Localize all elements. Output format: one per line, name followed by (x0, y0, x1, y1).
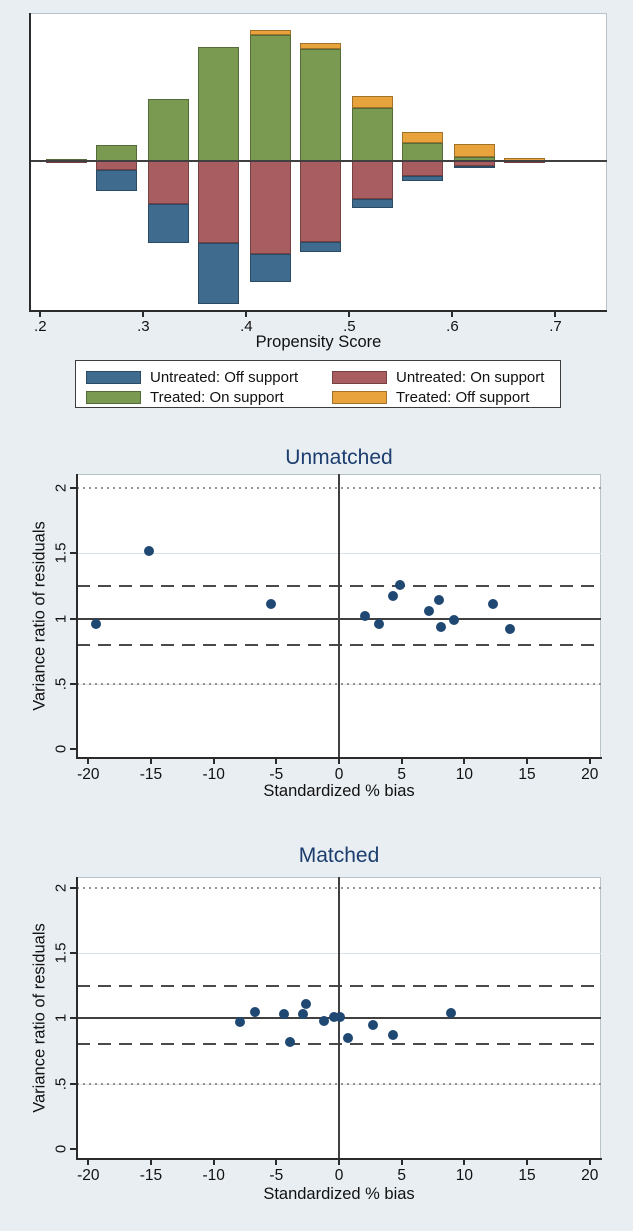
legend-item-treated-on-support (86, 387, 332, 407)
scatter-point (424, 606, 434, 616)
y-tick-label: 0 (52, 745, 70, 754)
scatter-point (343, 1033, 353, 1043)
matched-x-axis-line (76, 1158, 602, 1160)
bar-treated-off-support (250, 30, 291, 35)
histogram-x-tick (451, 312, 453, 317)
legend-item-untreated-on-support (332, 367, 560, 387)
scatter-point (266, 599, 276, 609)
bar-treated-off-support (352, 96, 393, 108)
bar-untreated-off-support (454, 166, 495, 168)
matched-x-axis-label: Standardized % bias (263, 1185, 415, 1203)
x-tick-label: 20 (581, 1167, 599, 1184)
bar-untreated-on-support (148, 161, 189, 204)
bar-untreated-off-support (198, 243, 239, 304)
histogram-baseline (30, 160, 607, 162)
histogram-x-tick (39, 312, 41, 317)
scatter-point (91, 619, 101, 629)
x-tick-label: 20 (581, 766, 599, 783)
scatter-point (335, 1012, 345, 1022)
unmatched-x-axis-line (76, 757, 602, 759)
x-tick-label: -15 (139, 766, 163, 783)
bar-treated-off-support (402, 132, 443, 143)
bar-treated-on-support (250, 35, 291, 161)
histogram-legend (75, 360, 561, 408)
x-tick-label: 0 (334, 766, 344, 783)
x-tick-label: 15 (518, 766, 536, 783)
bar-untreated-off-support (300, 242, 341, 252)
legend-label: Treated: Off support (396, 388, 530, 406)
x-tick-label: 0 (334, 1167, 344, 1184)
bar-treated-on-support (148, 99, 189, 161)
histogram-x-tick-label: .4 (240, 318, 253, 335)
scatter-point (395, 580, 405, 590)
legend-swatch-treated-off-support (332, 391, 387, 404)
bar-untreated-off-support (96, 170, 137, 191)
histogram-x-axis-line (29, 310, 607, 312)
scatter-point (388, 1030, 398, 1040)
bar-treated-on-support (402, 143, 443, 161)
histogram-x-tick-label: .2 (34, 318, 47, 335)
scatter-point (488, 599, 498, 609)
histogram-x-tick (554, 312, 556, 317)
histogram-x-tick-label: .7 (549, 318, 562, 335)
legend-item-treated-off-support (332, 387, 560, 407)
scatter-point (319, 1016, 329, 1026)
y-tick-label: 2 (52, 883, 70, 892)
scatter-point (388, 591, 398, 601)
reference-line-vertical (338, 474, 340, 758)
legend-swatch-untreated-off-support (86, 371, 141, 384)
scatter-point (505, 624, 515, 634)
legend-swatch-treated-on-support (86, 391, 141, 404)
unmatched-plot-title: Unmatched (285, 446, 393, 469)
x-tick-label: -20 (77, 766, 100, 783)
y-tick-label: .5 (52, 677, 70, 691)
bar-treated-off-support (454, 144, 495, 157)
histogram-x-tick-label: .5 (343, 318, 356, 335)
legend-label: Untreated: Off support (150, 368, 299, 386)
y-tick-label: 1.5 (52, 542, 70, 564)
histogram-x-tick (142, 312, 144, 317)
bar-treated-off-support (300, 43, 341, 49)
matched-y-axis-label: Variance ratio of residuals (30, 923, 49, 1113)
matched-y-axis-line (76, 877, 78, 1159)
legend-swatch-untreated-on-support (332, 371, 387, 384)
y-tick-label: .5 (52, 1077, 70, 1090)
bar-treated-on-support (300, 49, 341, 161)
bar-untreated-on-support (402, 161, 443, 176)
histogram-x-tick-label: .3 (137, 318, 150, 335)
scatter-point (279, 1009, 289, 1019)
x-tick-label: -20 (77, 1167, 100, 1184)
bar-untreated-on-support (96, 161, 137, 170)
histogram-y-axis-line (29, 13, 31, 312)
x-tick-label: -5 (269, 1167, 284, 1184)
y-tick-label: 1 (52, 1014, 70, 1023)
matched-plot-title: Matched (298, 844, 380, 867)
unmatched-x-axis-label: Standardized % bias (263, 782, 415, 800)
bar-untreated-on-support (250, 161, 291, 254)
bar-untreated-off-support (148, 204, 189, 243)
histogram-x-axis-label: Propensity Score (255, 333, 382, 351)
scatter-point (144, 546, 154, 556)
scatter-point (235, 1017, 245, 1027)
bar-untreated-off-support (250, 254, 291, 282)
scatter-point (446, 1008, 456, 1018)
x-tick-label: 10 (455, 766, 473, 783)
x-tick-label: -5 (269, 766, 284, 783)
histogram-x-tick (245, 312, 247, 317)
x-tick-label: 5 (397, 1167, 406, 1184)
scatter-point (434, 595, 444, 605)
bar-untreated-on-support (352, 161, 393, 199)
x-tick-label: 10 (455, 1167, 473, 1184)
x-tick-label: -10 (202, 766, 225, 783)
x-tick-label: -10 (202, 1167, 225, 1184)
scatter-point (250, 1007, 260, 1017)
bar-untreated-off-support (352, 199, 393, 208)
scatter-point (436, 622, 446, 632)
scatter-point (374, 619, 384, 629)
scatter-point (285, 1037, 295, 1047)
x-tick-label: 15 (518, 1167, 536, 1184)
y-tick-label: 1 (52, 614, 70, 623)
scatter-point (449, 615, 459, 625)
scatter-point (301, 999, 311, 1009)
legend-item-untreated-off-support (86, 367, 332, 387)
legend-label: Untreated: On support (396, 368, 545, 386)
histogram-x-tick-label: .6 (446, 318, 459, 335)
x-tick-label: 5 (397, 766, 406, 783)
legend-label: Treated: On support (150, 388, 284, 406)
y-tick-label: 0 (52, 1144, 70, 1154)
y-tick-label: 2 (52, 483, 70, 493)
bar-treated-on-support (96, 145, 137, 161)
scatter-point (360, 611, 370, 621)
scatter-point (298, 1009, 308, 1019)
bar-untreated-on-support (198, 161, 239, 243)
bar-untreated-on-support (300, 161, 341, 242)
bar-treated-on-support (352, 108, 393, 161)
x-tick-label: -15 (139, 1167, 163, 1184)
histogram-x-tick (348, 312, 350, 317)
bar-treated-on-support (198, 47, 239, 161)
scatter-point (368, 1020, 378, 1030)
bar-untreated-off-support (402, 176, 443, 181)
unmatched-y-axis-label: Variance ratio of residuals (30, 521, 49, 711)
y-tick-label: 1.5 (52, 942, 70, 964)
unmatched-y-axis-line (76, 474, 78, 758)
